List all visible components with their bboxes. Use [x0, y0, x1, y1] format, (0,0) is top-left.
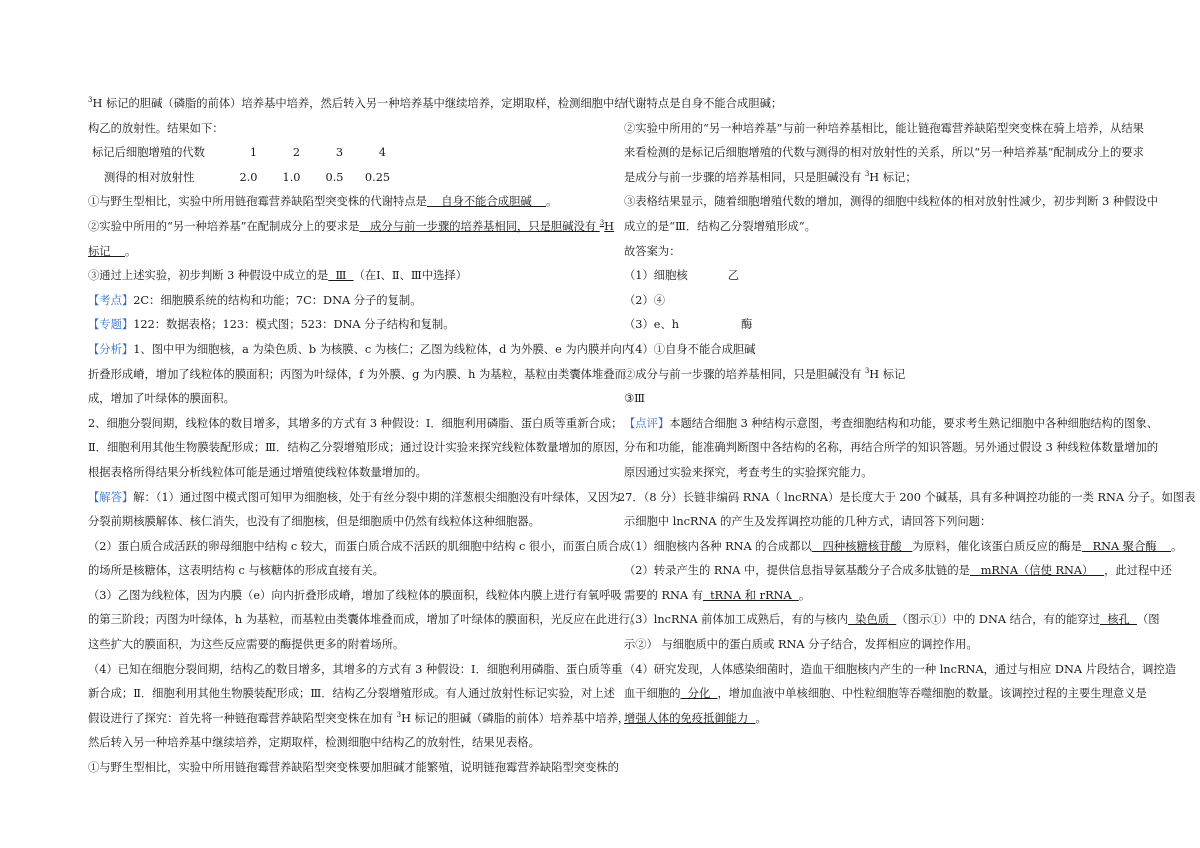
kaodian-tag: 【考点】: [88, 293, 134, 307]
table-cell: 3: [335, 146, 344, 160]
superscript: 3: [864, 366, 870, 375]
text-line: 这些扩大的膜面积，为这些反应需要的酶提供更多的附着场所。: [88, 638, 405, 652]
text-span: H 标记；: [869, 170, 917, 184]
text-line: 的第三阶段；丙图为叶绿体，h 为基粒，而基粒由类囊体堆叠而成，增加了叶绿体的膜面积，光反应在此进行。: [88, 613, 642, 627]
punct: 。: [755, 711, 767, 725]
dianping-text: 本题结合细胞 3 种结构示意图，考查细胞结构和功能，要求考生熟记细胞中各种细胞结构的图象、: [669, 416, 1159, 430]
text-line: 然后转入另一种培养基中继续培养，定期取样，检测细胞中结构乙的放射性，结果见表格。: [88, 736, 540, 750]
answer-blank: 自身不能合成胆碱: [426, 195, 547, 209]
answer-line: [624, 363, 1142, 388]
text-line: 折叠形成嵴，增加了线粒体的膜面积；丙图为叶绿体，f 为外膜、g 为内膜、h 为基粒，基粒由类囊体堆叠而: [88, 367, 626, 381]
dianping-line: [624, 412, 1159, 437]
question-line: [88, 190, 618, 215]
question-text: ③通过上述实验，初步判断 3 种假设中成立的是: [88, 269, 329, 283]
text-line: ①与野生型相比，实验中所用链孢霉营养缺陷型突变株要加胆碱才能繁殖，说明链孢霉营养缺陷型突变株的: [88, 761, 619, 775]
text-line: 原因通过实验来探究，考查考生的实验探究能力。: [624, 465, 873, 479]
text-line: 示细胞中 lncRNA 的产生及发挥调控功能的几种方式，请回答下列问题：: [624, 515, 992, 529]
question-line: [624, 535, 1183, 560]
superscript: 3: [88, 96, 93, 105]
table-cell: 1.0: [282, 170, 301, 184]
superscript: 3: [864, 170, 870, 179]
text-line: 根据表格所得结果分析线粒体可能是通过增殖使线粒体数量增加的。: [88, 465, 427, 479]
question-line: [88, 240, 618, 265]
answer-blank: 增强人体的免疫抵御能力: [624, 711, 756, 725]
question-text: 为原料，催化该蛋白质反应的酶是: [912, 539, 1082, 553]
text-line: 代谢特点是自身不能合成胆碱；: [624, 97, 783, 110]
answer-blank: 核孔: [1100, 613, 1137, 627]
text-line: （4）研究发现，人体感染细菌时，造血干细胞核内产生的一种 lncRNA，通过与相应 DNA 片段结合，调控造: [624, 662, 1177, 676]
punct: 。: [798, 588, 811, 602]
text-line: 成，增加了叶绿体的膜面积。: [88, 392, 235, 406]
kaodian-line: [88, 289, 618, 314]
answer-blank: tRNA 和 rRNA: [702, 588, 799, 602]
question-line: [88, 215, 618, 240]
text-line: 示②） 与细胞质中的蛋白质或 RNA 分子结合，发挥相应的调控作用。: [624, 638, 978, 652]
text-line: 分布和功能，能准确判断图中各结构的名称，再结合所学的知识答题。另外通过假设 3 种线粒体数量增加的: [624, 441, 1159, 455]
question-line: [624, 559, 1172, 584]
text-span: H 标记的胆碱（磷脂的前体）培养基中培养，: [401, 711, 630, 725]
answer-blank: Ⅲ: [328, 269, 354, 283]
jieda-tag: 【解答】: [88, 490, 134, 504]
text-line: （2）蛋白质合成活跃的卵母细胞中结构 c 较大，而蛋白质合成不活跃的肌细胞中结构 c 很小，而蛋白质合成: [88, 539, 631, 553]
kaodian-text: 2C：细胞膜系统的结构和功能；7C：DNA 分子的复制。: [133, 293, 422, 307]
answer-blank: RNA 聚合酶: [1081, 539, 1172, 553]
answer-blank: 成分与前一步骤的培养基相同，只是胆碱没有: [359, 219, 600, 233]
table-row: [88, 141, 618, 166]
jieda-text: 解：（1）通过图中模式图可知甲为细胞核，处于有丝分裂中期的洋葱根尖细胞没有叶绿体，又因为: [133, 490, 621, 504]
answer-blank: 分化: [680, 687, 718, 701]
answer-blank: 染色质: [848, 613, 897, 627]
question-line: [624, 584, 1142, 609]
question-text: （2）转录产生的 RNA 中，提供信息指导氨基酸分子合成多肽链的是: [624, 564, 970, 578]
text-line: 2、细胞分裂间期，线粒体的数目增多，其增多的方式有 3 种假设：Ⅰ．细胞利用磷脂、蛋白质等重新合成；: [88, 416, 623, 430]
table-cell: 2.0: [239, 170, 258, 184]
table-cell: 标记后细胞增殖的代数: [92, 146, 205, 160]
question-text: 血干细胞的: [624, 687, 681, 701]
text-line: 新合成；Ⅱ．细胞利用其他生物膜装配形成；Ⅲ．结构乙分裂增殖形成。有人通过放射性标记实验，对上述: [88, 687, 615, 701]
answer-text: 乙: [727, 269, 739, 283]
text-span: 假设进行了探究：首先将一种链孢霉营养缺陷型突变株在加有: [88, 711, 397, 725]
text-span: 是成分与前一步骤的培养基相同，只是胆碱没有: [624, 170, 865, 184]
question-text: （图: [1136, 613, 1160, 627]
answer-line: （4）①自身不能合成胆碱: [624, 342, 756, 356]
table-cell: 2: [292, 146, 301, 160]
question-text: （在Ⅰ、Ⅱ、Ⅲ中选择）: [353, 269, 467, 283]
table-cell: 4: [378, 146, 387, 160]
question-text: （3）lncRNA 前体加工成熟后，有的与核内: [624, 613, 848, 627]
text-line: ③表格结果显示，随着细胞增殖代数的增加，测得的细胞中线粒体的相对放射性减少，初步判断 3 种假设中: [624, 195, 1159, 209]
text-line: [88, 92, 626, 117]
text-span: H 标记的胆碱（磷脂的前体）培养基中培养，然后转入另一种培养基中继续培养，定期取样，检测细胞中结: [92, 97, 626, 110]
question-text: （1）细胞核内各种 RNA 的合成都以: [624, 539, 812, 553]
question-line: [88, 264, 618, 289]
question-text: 需要的 RNA 有: [624, 588, 703, 602]
text-line: 分裂前期核膜解体、核仁消失，也没有了细胞核，但是细胞质中仍然有线粒体这种细胞器。: [88, 515, 540, 529]
answer-blank: 四种核糖核苷酸: [811, 539, 913, 553]
text-line: 成立的是“Ⅲ．结构乙分裂增殖形成”。: [624, 219, 816, 233]
fenxi-tag: 【分析】: [88, 342, 134, 356]
text-line: 的场所是核糖体，这表明结构 c 与核糖体的形成直接有关。: [88, 564, 384, 578]
zhuanti-tag: 【专题】: [88, 318, 134, 332]
answer-blank: H: [604, 219, 615, 233]
question-line: [624, 608, 1160, 633]
answer-text: ②成分与前一步骤的培养基相同，只是胆碱没有: [624, 367, 865, 381]
answer-blank: mRNA（信使 RNA）: [969, 564, 1105, 578]
answer-line: （2）④: [624, 293, 666, 307]
answer-line: ③Ⅲ: [624, 392, 646, 406]
fenxi-text: 1、图中甲为细胞核，a 为染色质、b 为核膜、c 为核仁；乙图为线粒体，d 为外膜、e 为内膜并向内: [133, 342, 634, 356]
answer-text: H 标记: [869, 367, 906, 381]
table-cell: 0.5: [325, 170, 344, 184]
text-line: 故答案为：: [624, 244, 681, 258]
text-line: 来看检测的是标记后细胞增殖的代数与测得的相对放射性的关系，所以“另一种培养基”配制成分上的要求: [624, 146, 1144, 160]
answer-line: [624, 313, 1142, 338]
text-line: [88, 707, 630, 732]
table-cell: 测得的相对放射性: [104, 170, 195, 184]
jieda-line: [88, 486, 621, 511]
table-cell: 0.25: [364, 170, 391, 184]
table-cell: 1: [249, 146, 258, 160]
zhuanti-text: 122：数据表格；123：模式图；523：DNA 分子结构和复制。: [133, 318, 455, 332]
dianping-tag: 【点评】: [624, 416, 670, 430]
superscript: 3: [396, 711, 402, 720]
answer-text: 酶: [741, 318, 753, 332]
question-line: [624, 707, 1142, 732]
punct: 。: [546, 195, 558, 209]
question-text: ②实验中所用的“另一种培养基”在配制成分上的要求是: [88, 219, 360, 233]
question-27-line: 27．（8 分）长链非编码 RNA（ lncRNA）是长度大于 200 个碱基，具有多种调控功能的一类 RNA 分子。如图表: [618, 490, 1196, 504]
question-line: [624, 682, 1147, 707]
answer-line: [624, 264, 1142, 289]
punct: 。: [1171, 539, 1183, 553]
answer-text: （3）e、h: [624, 318, 680, 332]
text-line: （4）已知在细胞分裂间期，结构乙的数目增多，其增多的方式有 3 种假设：Ⅰ．细胞利用磷脂、蛋白质等重: [88, 662, 623, 676]
question-text: （图示①）中的 DNA 结合，有的能穿过: [896, 613, 1101, 627]
zhuanti-line: [88, 313, 618, 338]
answer-text: （1）细胞核: [624, 269, 688, 283]
question-text: ，此过程中还: [1104, 564, 1172, 578]
superscript: 3: [599, 219, 605, 228]
fenxi-line: [88, 338, 634, 363]
punct: 。: [124, 244, 137, 258]
question-text: ，增加血液中单核细胞、中性粒细胞等吞噬细胞的数量。该调控过程的主要生理意义是: [717, 687, 1147, 701]
text-line: 构乙的放射性。结果如下：: [88, 121, 224, 135]
text-line: [624, 166, 1142, 191]
text-line: ②实验中所用的“另一种培养基”与前一种培养基相比，能让链孢霉营养缺陷型突变株在骑上培养，从结果: [624, 121, 1144, 135]
text-line: （3）乙图为线粒体，因为内膜（e）向内折叠形成嵴，增加了线粒体的膜面积，线粒体内膜上进行有氧呼吸: [88, 588, 622, 602]
right-column: [618, 92, 1196, 731]
table-row: [88, 166, 618, 191]
text-line: Ⅱ．细胞利用其他生物膜装配形成；Ⅲ．结构乙分裂增殖形成；通过设计实验来探究线粒体数量增加的原因，: [88, 441, 627, 455]
question-text: ①与野生型相比，实验中所用链孢霉营养缺陷型突变株的代谢特点是: [88, 195, 427, 209]
answer-blank: 标记: [88, 244, 125, 258]
